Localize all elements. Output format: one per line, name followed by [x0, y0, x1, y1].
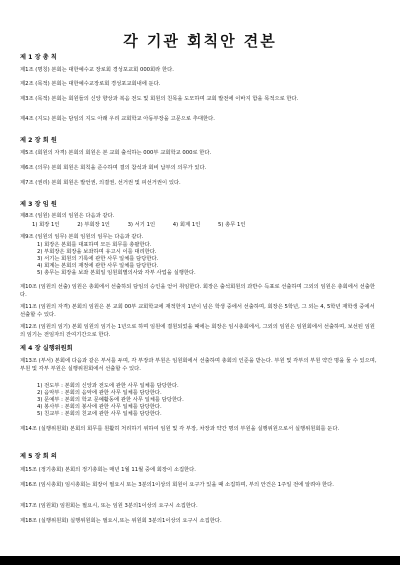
officer-item: 2) 부회장 1인	[77, 222, 110, 228]
officer-list	[32, 220, 262, 228]
duty-item: 1) 회장은 본회를 대표하며 모든 회무를 총괄한다.	[37, 242, 152, 248]
article-5: 제5조 (회원의 자격) 본회의 회원은 본 교회 출석하는 000부 교회학교 000로 한다.	[20, 150, 212, 156]
officer-item: 1) 회장 1인	[32, 222, 60, 228]
bottom-bar	[0, 556, 400, 565]
chapter-5-heading: 제 5 장 회 의	[20, 453, 57, 460]
article-2: 제2조 (목적) 본회는 대한예수교장로회 경성포교회내에 둔다.	[20, 81, 161, 87]
dept-item: 1) 전도부 : 본회의 신앙과 전도에 관한 사무 일체를 담당한다.	[37, 383, 179, 389]
article-6: 제6조 (의무) 본회 회원은 회칙을 준수하며 결의 참석과 회비 납부의 의무가 있다.	[20, 165, 207, 171]
officer-item: 5) 총무 1인	[218, 222, 246, 228]
article-13: 제13조 (부서) 본회에 다음과 같은 부서를 두며, 각 부장과 부원은 임원회에서 선출하며 총회의 인준을 받는다. 부원 및 각부의 부원 약간 명을 둘 수 있으며, 부원 및 각부 부원은 실행위원회에서 선출할 수 있다.	[20, 358, 377, 372]
article-11: 제11조 (임원의 자격) 본회의 임원은 본 교회 00부 교회학교에 재적한지 1년이 넘은 학생 중에서 선출하며, 회장은 5학년, 그 외는 4, 5학년 재학생 중에서 선출할 수 있다.	[20, 304, 375, 318]
dept-item: 4) 봉사부 : 본회의 봉사에 관한 사무 일체를 담당한다.	[37, 404, 162, 410]
article-4: 제4조 (지도) 본회는 담임의 지도 아래 우리 교회학교 아동부장을 고문으로 추대한다.	[20, 116, 215, 122]
article-17: 제17조 (임원회) 임원회는 필요시, 또는 임원 3분의1이상의 요구시 소집한다.	[20, 503, 198, 509]
article-10: 제10조 (임원의 선출) 임원은 총회에서 선출하되 담임의 승인을 얻어 취임한다. 회장은 출석회원의 과반수 득표로 선출하며 그외의 임원은 총회에서 선출한다.	[20, 284, 375, 298]
duty-item: 5) 총무는 회장을 보좌 본회일 임원회별의사와 각부 사업을 실행한다.	[37, 270, 196, 276]
duty-item: 3) 서기는 회원의 기록에 관한 사무 일체를 담당한다.	[37, 256, 159, 262]
officer-item: 4) 회계 1인	[172, 222, 201, 228]
article-3: 제3조 (목적) 본회는 회원들의 신앙 향상과 복음 전도 및 회원의 친목을 도모하며 교회 발전에 이바지 함을 목적으로 한다.	[20, 96, 299, 102]
dept-item: 2) 음악부 : 본회의 음악에 관한 사무 일체를 담당한다.	[37, 390, 162, 396]
chapter-3-heading: 제 3 장 임 원	[20, 201, 57, 208]
article-15: 제15조 (정기총회) 본회의 정기총회는 매년 1월 11월 중에 회장이 소집한다.	[20, 467, 196, 473]
article-9: 제9조 (임원의 임무) 본회 임원의 임무는 다음과 같다.	[20, 234, 144, 240]
officer-item: 3) 서기 1인	[127, 222, 156, 228]
duty-item: 2) 부회장은 회장을 보좌하며 유고시 이를 대리한다.	[37, 249, 157, 255]
chapter-1-heading: 제 1 장 총 칙	[20, 54, 57, 61]
article-16: 제16조 (임시총회) 임시총회는 회장이 필요시 또는 3분의1이상의 회원이 요구가 있을 때 소집하며, 부의 안건은 1주일 전에 알려야 한다.	[20, 482, 334, 488]
dept-item: 5) 친교부 : 본회의 친교에 관한 사무 일체를 담당한다.	[37, 411, 162, 417]
chapter-4-heading: 제 4 장 실행위원회	[20, 345, 73, 352]
article-7: 제7조 (권리) 본회 회원은 발언권, 의결권, 선거권 및 피선거권이 있다.	[20, 180, 181, 186]
article-14: 제14조 (실행위원회) 본회의 회무를 원활히 처리하기 위하여 임원 및 각 부장, 차장과 약간 명의 부원을 실행위원으로서 실행위원회를 둔다.	[20, 426, 340, 432]
article-8: 제8조 (임원) 본회의 임원은 다음과 같다.	[20, 213, 115, 219]
document-title: 각 기관 회칙안 견본	[123, 32, 277, 50]
article-12: 제12조 (임원의 임기) 본회 임원의 임기는 1년으로 하며 임원에 결원되었을 때에는 회장은 임시총회에서, 그외의 임원은 임원회에서 선출하며, 보선된 임원의 임기는 전임자의 잔여기간으로 한다.	[20, 324, 375, 338]
chapter-2-heading: 제 2 장 회 원	[20, 137, 57, 144]
dept-item: 3) 문예부 : 본회의 학교 문예활동에 관한 사무 일체를 담당한다.	[37, 397, 184, 403]
article-18: 제18조 (실행위원회) 실행위원회는 필요시,또는 위원회 3분의1이상의 요구시 소집한다.	[20, 518, 222, 524]
duty-item: 4) 회계는 본회의 재정에 관한 사무 일체를 담당한다.	[37, 263, 159, 269]
article-1: 제1조 (명칭) 본회는 대한예수교 장로회 경성포교회 000회라 한다.	[20, 67, 174, 73]
